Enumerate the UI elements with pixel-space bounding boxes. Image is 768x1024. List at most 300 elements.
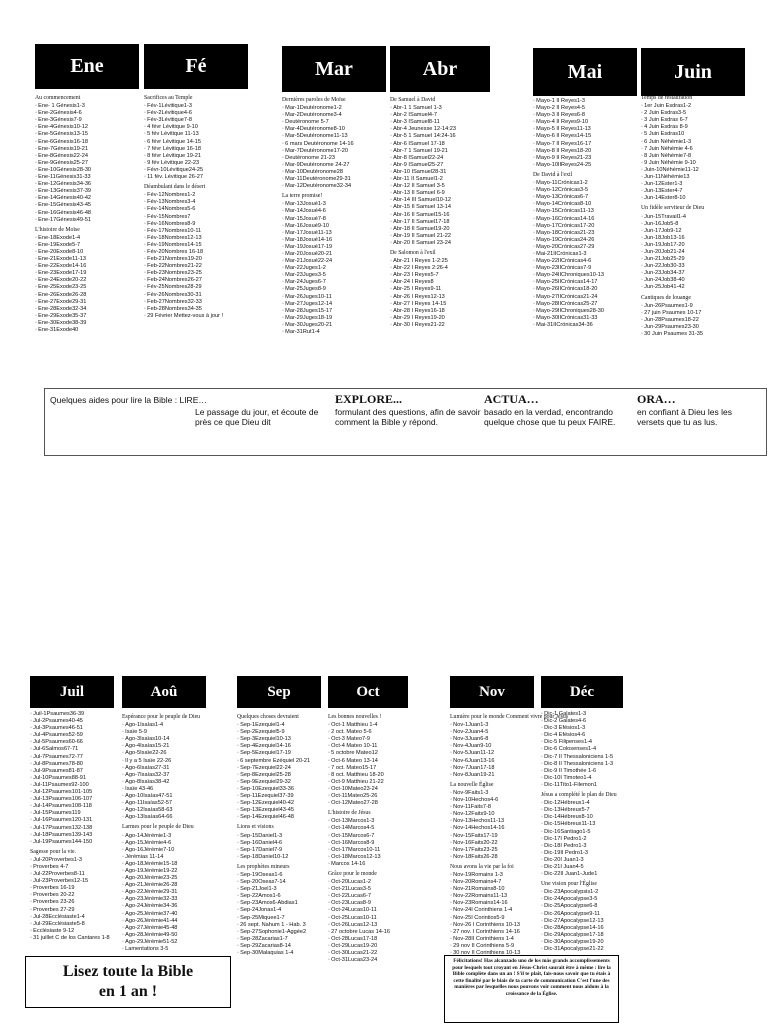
section-heading: Un fidèle serviteur de Dieu [641,205,705,212]
reading-item: ▫ Jul-20Proverbes1-3 [30,857,120,864]
reading-item: ▫ Abr-5 1 Samuel 14:24-16 [390,133,500,140]
reading-item: ▫ 3 Juin Esdras 6-7 [641,117,751,124]
reading-item: ▫ Mar-27Juges12-14 [282,301,392,308]
section-heading: Au commencement [35,95,81,101]
reading-item: ▫ Abr-7 1 Samuel 19-21 [390,148,500,155]
reading-item: ▫ Ene-3Génesis7-9 [35,117,141,124]
reading-item: ▫ Ene-7Génesis19-21 [35,146,141,153]
reading-item: ▫ Oct-15Marcos6-7 [328,833,440,840]
reading-item: ▫ Sep-1Ezequiel1-4 [237,722,331,729]
reading-item: ▫ Dic-17I Pedro1-2 [541,836,759,843]
reading-item: ▫ 5 octobre Mateo12 [328,750,440,757]
reading-item: ▫ Ago-16Jérémie7-10 [122,847,232,854]
reading-item: ▫ 9 fév Lévitique 22-23 [144,160,254,167]
reading-item: ▫ 30 nov II Corinthiens 10-13 [450,950,540,957]
reading-list-dec [541,711,759,951]
reading-item: ▫ Nov-28II Corinthiens 1-4 [450,936,540,943]
reading-item: ▫ Mar-21Josué22-24 [282,258,392,265]
reading-item: ▫ Sep-7Ezequiel22-24 [237,765,331,772]
reading-item: ▫ 8 Juin Néhémie7-8 [641,153,751,160]
reading-item: ▫ Mayo-19Crónicas24-26 [533,237,639,244]
reading-item: ▫ Jun-17Job9-12 [641,228,751,235]
reading-item: ▫ Ago-29Jérémie51-52 [122,939,232,946]
reading-item: ▫ Dic-5 Filipenses1-4 [541,739,759,746]
reading-item: ▫ Proverbes 20-22 [30,892,120,899]
reading-item: ▫ Fév-3Lévitique7-8 [144,117,254,124]
reading-item: ▫ Mar-23Juges3-5 [282,272,392,279]
reading-item: ▫ Dic-27Apocalypse12-13 [541,918,759,925]
reading-item: ▫ Jul-9Psaumes81-87 [30,768,120,775]
reading-item: ▫ Ago-21Jérémie26-28 [122,882,232,889]
reading-item: ▫ Abr-1 1 Samuel 1-3 [390,105,500,112]
reading-item: ▫ Il y a 5 Isaïe 22-26 [122,758,232,765]
reading-list-abr [390,94,500,364]
month-header-mai: Mai [533,48,637,96]
reading-item: ▫ Deutéronome 5-7 [282,119,392,126]
reading-item: ▫ Oct-10Mateo23-24 [328,786,440,793]
reading-item: ▫ Mar-18Josué14-16 [282,237,392,244]
reading-item: ▫ Ene-5Génesis13-15 [35,131,141,138]
reading-item: ▫ Nov-11Faits7-8 [450,804,540,811]
reading-item: ▫ 5 fév Lévitique 11-13 [144,131,254,138]
reading-item: ▫ Dic-3 Efésios1-3 [541,725,759,732]
reading-item: ▫ 11 fév. Lévitique 26-27 [144,174,254,181]
reading-item: ▫ 8 oct. Matthieu 18-20 [328,772,440,779]
section-heading: Les bonnes nouvelles ! [328,714,382,720]
reading-item: ▫ Nov-25I Corintios5-9 [450,915,540,922]
reading-item: ▫ Jun-28Psaumes18-22 [641,317,751,324]
reading-item: ▫ 7 oct. Mateo15-17 [328,765,440,772]
section-heading: Lions et visions [237,824,274,831]
reading-item: ▫ 7 Juin Néhémie 4-6 [641,146,751,153]
reading-item: ▫ Mayo-1 II Reyes1-3 [533,98,639,105]
reading-item: ▫ Ene-13Génesis37-39 [35,188,141,195]
reading-item: ▫ Jul-16Psaumes120-131 [30,817,120,824]
reading-item: ▫ Abr-29 I Reyes19-20 [390,315,500,322]
reading-item: ▫ Oct-6 Mateo 13-14 [328,758,440,765]
reading-item: ▫ Jul-22Proverbes8-11 [30,871,120,878]
reading-item: ▫ Nov-14Hechos14-16 [450,825,540,832]
reading-item: ▫ Nov-16Faits20-22 [450,840,540,847]
month-header-ene: Ene [35,44,139,89]
reading-item: ▫ Sep-15Daniel1-3 [237,833,331,840]
reading-item: ▫ Nov-2Juan4-5 [450,729,540,736]
reading-item: ▫ Dic-14Hébreux8-10 [541,814,759,821]
reading-item: ▫ Ene-4Génesis10-12 [35,124,141,131]
reading-item: ▫ Mar-19Josué17-19 [282,244,392,251]
reading-item: ▫ Abr-3 ISamuel8-11 [390,119,500,126]
reading-item: ▫ Abr-17 II Samuel17-18 [390,219,500,226]
reading-item: ▫ Nov-18Faits26-28 [450,854,540,861]
reading-item: ▫ Abr-8 ISamuel22-24 [390,155,500,162]
reading-item: ▫ Dic-13Hébreux5-7 [541,807,759,814]
reading-item: ▫ Fév-19Nombres14-15 [144,242,254,249]
reading-item: ▫ Sep-8Ezequiel25-28 [237,772,331,779]
tips-ora-heading: ORA… [637,392,676,406]
reading-item: ▫ Ago-3Isaïas10-14 [122,736,232,743]
reading-item: ▫ Ago-20Jérémie23-25 [122,875,232,882]
reading-item: ▫ Mayo-18Crónicas21-23 [533,230,639,237]
reading-item: ▫ Abr-28 I Reyes16-18 [390,308,500,315]
reading-item: ▫ Marcos 14-16 [328,861,440,868]
reading-item: ▫ Sep-10Ezequiel33-36 [237,786,331,793]
reading-item: ▫ Abr-18 II Samuel19-20 [390,226,500,233]
reading-item: ▫ Mayo-11Crónicas1-2 [533,180,639,187]
reading-item: ▫ 5 Juin Esdras10 [641,131,751,138]
reading-item: ▫ Nov-7Juan17-18 [450,765,540,772]
reading-item: ▫ Jul-2Psaumes40-45 [30,718,120,725]
reading-item: ▫ Sep-25Miquee1-7 [237,915,331,922]
reading-item: ▫ Mayo-16Crónicas14-16 [533,216,639,223]
month-header-dec: Déc [541,676,623,708]
reading-item: ▫ Mayo-12Crónicas3-5 [533,187,639,194]
section-heading: Les prophètes mineurs [237,863,290,870]
reading-item: ▫ Abr-16 II Samuel15-16 [390,212,500,219]
reading-item: ▫ Mai-21IICrónicas1-3 [533,251,639,258]
reading-item: ▫ Oct-14Marcos4-5 [328,825,440,832]
reading-item: ▫ Abr-4 Jeunesse 12-14:23 [390,126,500,133]
reading-item: ▫ Proverbes 16-19 [30,885,120,892]
section-heading: Larmes pour le peuple de Dieu [122,824,194,831]
reading-item: ▫ Mayo-22IICrónicas4-6 [533,258,639,265]
reading-list-sep [237,711,331,955]
reading-item: ▫ Jul-11Psaumes92-100 [30,782,120,789]
reading-item: ▫ Dic-16Santiago1-5 [541,829,759,836]
reading-item: ▫ Oct-21Lucas3-5 [328,886,440,893]
tips-explore-heading: EXPLORE... [335,392,403,406]
reading-item: ▫ Fév-26Nombres30-31 [144,292,254,299]
reading-item: ▫ Ene-8Génesis22-24 [35,153,141,160]
reading-item: ▫ Oct-1 Matthieu 1-4 [328,722,440,729]
reading-item: ▫ Ecclésiaste 9-12 [30,928,120,935]
reading-item: ▫ Ene-11Génesis31-33 [35,174,141,181]
reading-item: ▫ Dic-11Tito1-Filemon1 [541,782,759,789]
section-heading: Nous avons la vie par la foi [450,863,514,870]
reading-item: ▫ Fév-18Nombres12-13 [144,235,254,242]
reading-item: ▫ Dic-8 II Thessaloniciens 1-3 [541,761,759,768]
reading-item: ▫ Jul-28Ecclésiaste1-4 [30,914,120,921]
section-heading: De Samuel à David [390,97,436,103]
reading-item: ▫ Sep-5Ezequiel17-19 [237,750,331,757]
reading-item: ▫ Ago-24Jérémie34-36 [122,903,232,910]
reading-item: ▫ Mar-7Deutéronome17-20 [282,148,392,155]
reading-item: ▫ Mar-31Rut1-4 [282,329,392,336]
reading-item: ▫ 27 nov. I Corinthiens 14-16 [450,929,540,936]
reading-item: ▫ Oct-16Marcos8-9 [328,840,440,847]
reading-item: ▫ Nov-8Juan19-21 [450,772,540,779]
reading-item: ▫ Oct-18Marcos12-13 [328,854,440,861]
reading-item: ▫ Ago-25Jérémie37-40 [122,911,232,918]
reading-item: ▫ Ene-2Génesis4-6 [35,110,141,117]
reading-item: ▫ Proverbes 4-7 [30,864,120,871]
reading-item: ▫ Oct-12Mateo27-28 [328,800,440,807]
reading-item: ▫ Mayo-6 II Reyes14-15 [533,133,639,140]
reading-item: ▫ Jul-15Psaumes119 [30,810,120,817]
reading-item: ▫ Sep-29Zacarias8-14 [237,943,331,950]
reading-item: ▫ Jun-21Job25-29 [641,256,751,263]
reading-item: ▫ Mayo-28IICrónicas25-27 [533,301,639,308]
reading-item: ▫ 29 Février Mettez-vous à jour ! [144,313,254,320]
reading-item: ▫ Oct-28Lucas17-18 [328,936,440,943]
section-heading: Cantiques de louange [641,294,691,301]
reading-item: ▫ Feb-21Nombres19-20 [144,256,254,263]
reading-item: ▫ Jul-17Psaumes132-138 [30,825,120,832]
reading-item: ▫ Abr-6 ISamuel 17-18 [390,141,500,148]
reading-item: ▫ Abr-2 ISamuel4-7 [390,112,500,119]
reading-list-feb [144,92,254,362]
reading-item: ▫ Ago-6Isaías27-31 [122,765,232,772]
reading-item: ▫ Ago-10Isaías47-51 [122,793,232,800]
reading-item: ▫ Feb-28Nombres34-35 [144,306,254,313]
reading-item: ▫ Juin-10Néhémie11-12 [641,167,751,174]
reading-item: ▫ Ago-5Isaïe22-26 [122,750,232,757]
reading-item: ▫ Nov-5Juan11-12 [450,750,540,757]
reading-item: ▫ Ene-19Exode5-7 [35,242,141,249]
reading-item: ▫ Abr-13 II Samuel 6-9 [390,190,500,197]
reading-item: ▫ Fév-15Nombres7 [144,214,254,221]
reading-item: ▫ Ene- 1 Génesis1-3 [35,103,141,110]
reading-item: ▫ Ene-17Génesis49-51 [35,217,141,224]
reading-item: ▫ Sep-18Daniel10-12 [237,854,331,861]
reading-item: ▫ Mayo-26IICrónicas18-20 [533,286,639,293]
tips-intro: Quelques aides pour lire la Bible : LIRE… [50,395,207,405]
reading-item: ▫ Fév-1Lévitique1-3 [144,103,254,110]
reading-item: ▫ Mar-16Josué9-10 [282,223,392,230]
reading-item: ▫ Ago-19Jérémie19-22 [122,868,232,875]
reading-item: ▫ Sep-12Ezequiel40-42 [237,800,331,807]
reading-item: ▫ Nov-13Hechos11-13 [450,818,540,825]
reading-item: ▫ 1er Juin Esdras1-2 [641,103,751,110]
reading-item: ▫ Sep-9Ezequiel29-32 [237,779,331,786]
reading-item: ▫ Proverbes 23-26 [30,899,120,906]
reading-item: ▫ Abr-19 II Samuel 21-22 [390,233,500,240]
reading-item: ▫ 29 nov II Corinthiens 5-9 [450,943,540,950]
reading-item: ▫ Abr-24 I Reyes8 [390,279,500,286]
reading-item: ▫ Ene-22Exode14-16 [35,263,141,270]
reading-item: ▫ Mar-22Juges1-2 [282,265,392,272]
reading-item: ▫ Sep-14Ezequiel46-48 [237,814,331,821]
section-heading: La nouvelle Église [450,781,494,788]
reading-item: ▫ Mayo-25IICrónicas14-17 [533,279,639,286]
tips-explore-text: formulant des questions, afin de savoir comment la Bible y répond. [335,407,481,427]
reading-item: ▫ Nov-17Faits23-25 [450,847,540,854]
reading-item: ▫ Fév-20Nombres 16-18 [144,249,254,256]
tips-lire-text: Le passage du jour, et écoute de près ce que Dieu dit [195,407,319,427]
reading-item: ▫ Nov-21Romains8-10 [450,886,540,893]
congratulations-text: Félicitations! Has alcanzado uno de los más grands accomplissements pour lesquels tout croyant en Jésus-Christ saurait être à même : lire la Bible complète dans un an ! S'il te plaît, fais-nous savoir que tu étais à cette finalité par le biais de ta carte de communication C'est l'une des manières par lesquelles nous pouvons voir comment nous aidons à la croissance de la Église. [452,958,611,997]
reading-item: ▫ Mar-14Josué4-6 [282,208,392,215]
section-heading: Sagesse pour la vie. [30,848,77,855]
tips-actua-text: basado en la verdad, encontrando quelque chose que tu peux FAIRE. [484,407,616,427]
reading-item: ▫ 2 oct. Mateo 5-6 [328,729,440,736]
reading-item: ▫ Dic-20I Juan1-3 [541,857,759,864]
reading-item: ▫ Ene-10Génesis28-30 [35,167,141,174]
section-heading: De Salomon à l'exil [390,249,436,256]
reading-list-aou [122,711,232,952]
reading-item: ▫ Jun-22Job30-33 [641,263,751,270]
section-heading: Espérance pour le peuple de Dieu [122,714,201,720]
reading-item: ▫ Nov-9Faits1-3 [450,790,540,797]
reading-item: ▫ Mayo-30IICrónicas31-33 [533,315,639,322]
reading-item: ▫ Mar-26Juges10-11 [282,294,392,301]
reading-item: ▫ Abr-27 I Reyes 14-15 [390,301,500,308]
reading-item: ▫ Jul-8Psaumes78-80 [30,761,120,768]
reading-item: ▫ Sep-19Oseas1-6 [237,872,331,879]
reading-item: ▫ Ene-25Exode23-25 [35,284,141,291]
reading-item: ▫ Abr-26 I Reyes12-13 [390,294,500,301]
reading-item: ▫ Nov-12Faits9-10 [450,811,540,818]
reading-item: ▫ Dic-26Apocalypse9-11 [541,911,759,918]
reading-item: ▫ Ene-14Génesis40-42 [35,195,141,202]
reading-item: ▫ Jun-20Job21-24 [641,249,751,256]
reading-list-oct [328,711,440,964]
reading-item: ▫ Abr-14 III Samuel10-12 [390,197,500,204]
read-bible-line-2: en 1 an ! [98,983,158,1000]
section-heading: L'histoire de Jésus [328,810,371,817]
reading-item: ▫ Mayo-4 II Reyes9-10 [533,119,639,126]
reading-item: ▫ Jun-16Job5-8 [641,221,751,228]
month-header-jun: Juin [641,48,745,96]
reading-list-mar [282,94,392,364]
reading-item: ▫ Ene-21Exode11-13 [35,256,141,263]
reading-item: ▫ Mayo-14Crónicas8-10 [533,201,639,208]
reading-item: ▫ Isaïe 5-9 [122,729,232,736]
reading-list-jun [641,92,751,364]
reading-item: ▫ 31 juillet C de los Cantares 1-8 [30,935,120,942]
reading-item: ▫ Dic-19II Pedro1-3 [541,850,759,857]
reading-item: ▫ Mayo-2 II Reyes4-5 [533,105,639,112]
reading-item: ▫ Mar-17Josué11-13 [282,230,392,237]
reading-item: ▫ Oct-29Lucas19-20 [328,943,440,950]
reading-item: ▫ Mar-25Juges8-9 [282,286,392,293]
reading-item: ▫ Ene-15Génesis43-45 [35,202,141,209]
reading-item: ▫ Dic-10I Timoteo1-4 [541,775,759,782]
reading-item: ▫ Jun-14Ester8-10 [641,195,751,202]
reading-item: ▫ Feb-27Nombres32-33 [144,299,254,306]
reading-item: ▫ 6 févr Lévitique 14-15 [144,139,254,146]
reading-item: ▫ Ene-31Exode40 [35,327,141,334]
reading-item: ▫ Jun-11Néhémie13 [641,174,751,181]
read-bible-box [25,956,231,1008]
congratulations-box [444,955,619,1023]
reading-item: ▫ Oct-3 Mateo7-9 [328,736,440,743]
reading-item: ▫ Nov-20Romains4-7 [450,879,540,886]
reading-item: ▫ Jul-14Psaumes108-118 [30,803,120,810]
reading-item: ▫ Sep-28Zacarias1-7 [237,936,331,943]
reading-item: ▫ Oct-22Lucas6-7 [328,893,440,900]
reading-item: ▫ Nov-10Hechos4-6 [450,797,540,804]
reading-item: ▫ Nov-23Romains14-16 [450,900,540,907]
reading-item: ▫ Oct-25Lucas10-11 [328,915,440,922]
reading-item: ▫ 7 févr Lévitique 16-18 [144,146,254,153]
reading-item: ▫ Abr-25 I Reyes9-11 [390,286,500,293]
tips-actua-heading: ACTUA… [484,392,539,406]
reading-item: ▫ Dic-4 Efésios4-6 [541,732,759,739]
month-header-feb: Fé [144,44,248,89]
reading-item: ▫ Sep-22Amos1-6 [237,893,331,900]
reading-item: ▫ Jun-29Psaumes23-30 [641,324,751,331]
reading-item: ▫ 2 Juin Esdras3-5 [641,110,751,117]
reading-item: ▫ Mayo-23IICrónicas7-9 [533,265,639,272]
section-heading: Quelques choses devraient [237,714,299,720]
reading-item: ▫ Jul-10Psaumes88-91 [30,775,120,782]
reading-item: ▫ Sep-27Sophonie1-Aggée2 [237,929,331,936]
section-heading: Grâce pour le monde [328,870,377,877]
reading-item: ▫ Jun-18Job13-16 [641,235,751,242]
reading-item: ▫ Sep-3Ezequiel10-13 [237,736,331,743]
reading-item: ▫ 9 Juin Néhémie 9-10 [641,160,751,167]
reading-list-ene [35,92,141,362]
reading-item: ▫ Mayo-29IIChroniques28-30 [533,308,639,315]
reading-item: ▫ Ago-14Jérémie1-3 [122,833,232,840]
reading-item: ▫ Sep-2Ezequiel5-9 [237,729,331,736]
reading-item: ▫ Sep-24Jonas1-4 [237,907,331,914]
reading-item: ▫ Nov-15Faits17-19 [450,833,540,840]
reading-item: ▫ Jun-24Job38-40 [641,277,751,284]
reading-item: ▫ Dic-6 Colosenses1-4 [541,746,759,753]
section-heading: L'histoire de Moïse [35,226,80,233]
reading-item: ▫ Ene-18Exode1-4 [35,235,141,242]
reading-item: ▫ Ene-30Exode38-39 [35,320,141,327]
reading-item: ▫ Mayo-15Crónicas11-13 [533,208,639,215]
reading-item: ▫ Sep-20Oseas7-14 [237,879,331,886]
reading-item: ▫ Sep-13Ezequiel43-45 [237,807,331,814]
reading-item: ▫ Ago-11Isaías52-57 [122,800,232,807]
reading-item: ▫ Lamentations 3-5 [122,946,232,953]
reading-item: ▫ Juil-1Psaumes36-39 [30,711,120,718]
reading-item: ▫ Nov-26 I Corinthiens 10-13 [450,922,540,929]
reading-item: ▫ Mayo-27IICrónicas21-24 [533,294,639,301]
reading-item: ▫ Mar-2Deutéronome3-4 [282,112,392,119]
reading-item: ▫ Mar-11Deutéronome29-31 [282,176,392,183]
reading-item: ▫ Ago-1Isaías1-4 [122,722,232,729]
reading-item: ▫ Oct-23Lucas8-9 [328,900,440,907]
reading-item: ▫ Dic-9 II Timothée 1-6 [541,768,759,775]
reading-item: ▫ Mar-4Deutéronome8-10 [282,126,392,133]
reading-item: ▫ Ago-12Isaías58-63 [122,807,232,814]
reading-item: ▫ Ago-4Isaías15-21 [122,743,232,750]
reading-item: ▫ Nov-24I Corinthiens 1-4 [450,907,540,914]
reading-item: ▫ Dic-18I Pedro1-3 [541,843,759,850]
read-bible-line-1: Lisez toute la Bible [62,963,194,980]
reading-item: ▫ Mayo-13Crónicas6-7 [533,194,639,201]
reading-item: ▫ Nov-6Juan13-16 [450,758,540,765]
reading-item: ▫ Mayo-3 II Reyes6-8 [533,112,639,119]
reading-item: ▫ Dic-25Apocalypse6-8 [541,903,759,910]
reading-item: ▫ Fév-17Nombres10-11 [144,228,254,235]
reading-item: ▫ Sep-21Joel1-3 [237,886,331,893]
reading-item: ▫ Ene-29Exode35-37 [35,313,141,320]
reading-item: ▫ 6 mars Deutéronome 14-16 [282,141,392,148]
reading-item: ▫ Ene-26Exode26-28 [35,292,141,299]
reading-item: ▫ Deutéronome 21-23 [282,155,392,162]
reading-item: ▫ Mayo-5 II Reyes11-13 [533,126,639,133]
reading-item: ▫ Sep-30Malaquias 1-4 [237,950,331,957]
reading-list-jul [30,711,120,941]
reading-item: ▫ Févr-10Lévitique24-25 [144,167,254,174]
reading-item: ▫ Mar-1Deutéronome1-2 [282,105,392,112]
reading-item: ▫ Dic-7 II Thessaloniciens 1-5 [541,754,759,761]
reading-item: ▫ 30 Juin Psaumes 31-35 [641,331,751,338]
reading-item: ▫ Abr-15 II Samuel 13-14 [390,204,500,211]
reading-item: ▫ Abr-10 ISamuel28-31 [390,169,500,176]
reading-item: ▫ 4 févr Lévitique 9-10 [144,124,254,131]
month-header-abr: Abr [390,46,490,92]
reading-item: ▫ Feb-22Nombres21-22 [144,263,254,270]
reading-item: ▫ Jun-26Psaumes1-9 [641,303,751,310]
reading-item: ▫ Ago-28Jérémie49-50 [122,932,232,939]
reading-item: ▫ Jun-12Ester1-3 [641,181,751,188]
